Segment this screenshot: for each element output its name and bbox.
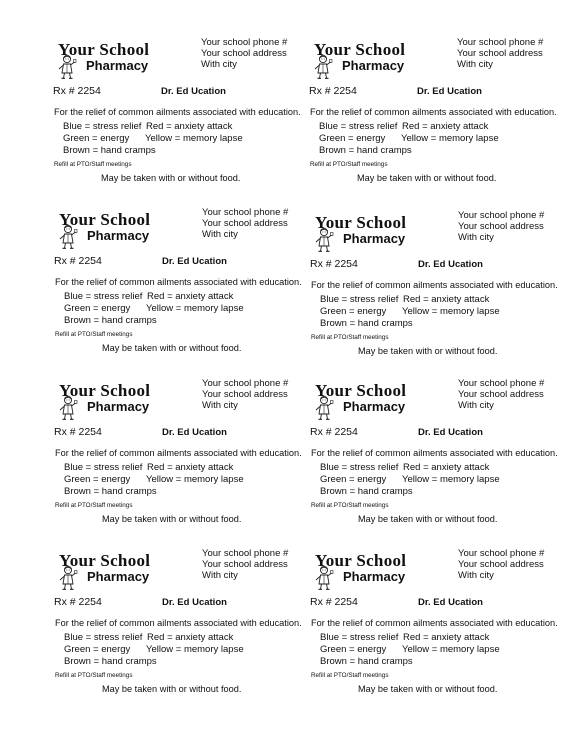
refill-note: Refill at PTO/Staff meetings <box>55 672 133 679</box>
rx-number: Rx # 2254 <box>54 596 102 608</box>
school-address: Your school address <box>202 389 288 400</box>
school-contact-block <box>458 548 544 581</box>
color-entry: Yellow = memory lapse <box>146 644 244 655</box>
refill-note: Refill at PTO/Staff meetings <box>310 161 388 168</box>
pharmacy-title: Pharmacy <box>343 399 406 414</box>
refill-note: Refill at PTO/Staff meetings <box>55 331 133 338</box>
color-row <box>319 121 489 133</box>
pharmacy-title: Pharmacy <box>86 58 149 73</box>
doctor-mascot-icon <box>56 54 78 80</box>
relief-description: For the relief of common ailments associated with education. <box>311 280 558 290</box>
pharmacy-title: Pharmacy <box>87 228 150 243</box>
color-row <box>320 306 500 318</box>
school-city: With city <box>202 400 238 411</box>
color-entry: Green = energy <box>320 644 387 655</box>
school-name: Your School <box>314 40 406 59</box>
relief-description: For the relief of common ailments associated with education. <box>55 618 302 628</box>
color-entry: Brown = hand cramps <box>63 145 156 156</box>
school-contact-block <box>458 378 544 411</box>
school-name: Your School <box>315 213 407 232</box>
school-contact-block <box>201 37 287 70</box>
rx-number: Rx # 2254 <box>54 426 102 438</box>
color-entry: Blue = stress relief <box>64 462 143 473</box>
color-row <box>64 486 157 498</box>
color-legend <box>64 462 244 498</box>
school-phone: Your school phone # <box>458 548 545 559</box>
doctor-mascot-icon <box>57 395 79 421</box>
color-entry: Red = anxiety attack <box>403 294 490 305</box>
color-row <box>64 303 244 315</box>
school-name: Your School <box>315 551 407 570</box>
school-city: With city <box>457 59 493 70</box>
doctor-name: Dr. Ed Ucation <box>418 427 483 438</box>
food-instruction: May be taken with or without food. <box>358 346 498 356</box>
doctor-name: Dr. Ed Ucation <box>162 256 227 267</box>
food-instruction: May be taken with or without food. <box>102 343 242 353</box>
color-row <box>63 121 233 133</box>
color-entry: Green = energy <box>319 133 386 144</box>
doctor-mascot-icon <box>57 565 79 591</box>
school-phone: Your school phone # <box>458 210 545 221</box>
color-row <box>64 291 234 303</box>
rx-number: Rx # 2254 <box>54 255 102 267</box>
doctor-name: Dr. Ed Ucation <box>162 597 227 608</box>
school-phone: Your school phone # <box>202 548 289 559</box>
school-name: Your School <box>315 381 407 400</box>
color-entry: Green = energy <box>320 474 387 485</box>
school-contact-block <box>202 378 288 411</box>
school-city: With city <box>202 229 238 240</box>
color-entry: Red = anxiety attack <box>147 632 234 643</box>
refill-note: Refill at PTO/Staff meetings <box>55 502 133 509</box>
relief-description: For the relief of common ailments associated with education. <box>311 448 558 458</box>
color-entry: Blue = stress relief <box>64 291 143 302</box>
color-row <box>64 632 234 644</box>
color-entry: Red = anxiety attack <box>403 462 490 473</box>
color-entry: Red = anxiety attack <box>147 462 234 473</box>
school-phone: Your school phone # <box>202 207 289 218</box>
color-entry: Brown = hand cramps <box>64 315 157 326</box>
doctor-name: Dr. Ed Ucation <box>161 86 226 97</box>
school-address: Your school address <box>202 218 288 229</box>
refill-note: Refill at PTO/Staff meetings <box>311 672 389 679</box>
relief-description: For the relief of common ailments associated with education. <box>54 107 301 117</box>
color-entry: Blue = stress relief <box>319 121 398 132</box>
color-row <box>319 145 412 157</box>
color-entry: Green = energy <box>64 303 131 314</box>
color-row <box>320 474 500 486</box>
school-city: With city <box>201 59 237 70</box>
food-instruction: May be taken with or without food. <box>101 173 241 183</box>
color-entry: Red = anxiety attack <box>403 632 490 643</box>
color-legend <box>64 291 244 327</box>
refill-note: Refill at PTO/Staff meetings <box>311 334 389 341</box>
school-address: Your school address <box>201 48 287 59</box>
pharmacy-title: Pharmacy <box>343 569 406 584</box>
relief-description: For the relief of common ailments associated with education. <box>311 618 558 628</box>
color-entry: Red = anxiety attack <box>147 291 234 302</box>
color-legend <box>320 462 500 498</box>
school-address: Your school address <box>458 389 544 400</box>
school-phone: Your school phone # <box>458 378 545 389</box>
color-entry: Green = energy <box>320 306 387 317</box>
color-entry: Brown = hand cramps <box>319 145 412 156</box>
school-address: Your school address <box>458 221 544 232</box>
pharmacy-label <box>309 37 568 200</box>
color-entry: Brown = hand cramps <box>320 486 413 497</box>
school-city: With city <box>458 232 494 243</box>
doctor-name: Dr. Ed Ucation <box>418 259 483 270</box>
pharmacy-label <box>53 37 312 200</box>
food-instruction: May be taken with or without food. <box>358 514 498 524</box>
color-entry: Green = energy <box>64 644 131 655</box>
color-entry: Yellow = memory lapse <box>146 303 244 314</box>
doctor-mascot-icon <box>313 227 335 253</box>
pharmacy-title: Pharmacy <box>343 231 406 246</box>
rx-number: Rx # 2254 <box>310 426 358 438</box>
school-address: Your school address <box>202 559 288 570</box>
color-row <box>63 133 243 145</box>
school-contact-block <box>202 207 288 240</box>
pharmacy-label <box>310 210 569 373</box>
doctor-mascot-icon <box>57 224 79 250</box>
pharmacy-title: Pharmacy <box>87 399 150 414</box>
color-entry: Brown = hand cramps <box>64 486 157 497</box>
rx-number: Rx # 2254 <box>309 85 357 97</box>
color-entry: Green = energy <box>64 474 131 485</box>
school-name: Your School <box>59 210 151 229</box>
school-name: Your School <box>59 551 151 570</box>
color-entry: Yellow = memory lapse <box>145 133 243 144</box>
school-contact-block <box>458 210 544 243</box>
school-name: Your School <box>59 381 151 400</box>
school-address: Your school address <box>457 48 543 59</box>
color-row <box>64 656 157 668</box>
relief-description: For the relief of common ailments associated with education. <box>55 448 302 458</box>
pharmacy-title: Pharmacy <box>342 58 405 73</box>
pharmacy-label <box>54 207 313 370</box>
color-row <box>64 644 244 656</box>
rx-number: Rx # 2254 <box>310 258 358 270</box>
color-legend <box>319 121 499 157</box>
color-entry: Yellow = memory lapse <box>401 133 499 144</box>
color-entry: Yellow = memory lapse <box>402 474 500 485</box>
food-instruction: May be taken with or without food. <box>358 684 498 694</box>
color-entry: Brown = hand cramps <box>320 318 413 329</box>
color-row <box>320 656 413 668</box>
pharmacy-label <box>310 378 569 541</box>
school-city: With city <box>458 400 494 411</box>
color-entry: Yellow = memory lapse <box>402 644 500 655</box>
color-entry: Red = anxiety attack <box>402 121 489 132</box>
school-city: With city <box>458 570 494 581</box>
refill-note: Refill at PTO/Staff meetings <box>54 161 132 168</box>
food-instruction: May be taken with or without food. <box>357 173 497 183</box>
color-entry: Blue = stress relief <box>320 462 399 473</box>
color-row <box>64 315 157 327</box>
color-row <box>320 644 500 656</box>
doctor-name: Dr. Ed Ucation <box>162 427 227 438</box>
color-row <box>64 474 244 486</box>
rx-number: Rx # 2254 <box>53 85 101 97</box>
doctor-mascot-icon <box>312 54 334 80</box>
color-row <box>320 462 490 474</box>
refill-note: Refill at PTO/Staff meetings <box>311 502 389 509</box>
color-entry: Blue = stress relief <box>320 294 399 305</box>
color-row <box>63 145 156 157</box>
color-legend <box>63 121 243 157</box>
color-entry: Blue = stress relief <box>63 121 142 132</box>
school-contact-block <box>457 37 543 70</box>
pharmacy-label <box>310 548 569 711</box>
pharmacy-label <box>54 548 313 711</box>
color-entry: Brown = hand cramps <box>320 656 413 667</box>
color-row <box>320 632 490 644</box>
color-row <box>320 486 413 498</box>
color-entry: Blue = stress relief <box>320 632 399 643</box>
color-entry: Blue = stress relief <box>64 632 143 643</box>
relief-description: For the relief of common ailments associated with education. <box>55 277 302 287</box>
doctor-name: Dr. Ed Ucation <box>417 86 482 97</box>
relief-description: For the relief of common ailments associated with education. <box>310 107 557 117</box>
color-entry: Yellow = memory lapse <box>402 306 500 317</box>
school-phone: Your school phone # <box>457 37 544 48</box>
color-entry: Yellow = memory lapse <box>146 474 244 485</box>
color-legend <box>320 632 500 668</box>
doctor-mascot-icon <box>313 395 335 421</box>
doctor-name: Dr. Ed Ucation <box>418 597 483 608</box>
school-name: Your School <box>58 40 150 59</box>
food-instruction: May be taken with or without food. <box>102 684 242 694</box>
color-legend <box>64 632 244 668</box>
color-row <box>320 318 413 330</box>
color-entry: Red = anxiety attack <box>146 121 233 132</box>
doctor-mascot-icon <box>313 565 335 591</box>
school-address: Your school address <box>458 559 544 570</box>
rx-number: Rx # 2254 <box>310 596 358 608</box>
pharmacy-label <box>54 378 313 541</box>
color-entry: Green = energy <box>63 133 130 144</box>
color-row <box>320 294 490 306</box>
color-legend <box>320 294 500 330</box>
school-phone: Your school phone # <box>201 37 288 48</box>
school-phone: Your school phone # <box>202 378 289 389</box>
school-city: With city <box>202 570 238 581</box>
food-instruction: May be taken with or without food. <box>102 514 242 524</box>
color-entry: Brown = hand cramps <box>64 656 157 667</box>
color-row <box>319 133 499 145</box>
school-contact-block <box>202 548 288 581</box>
pharmacy-title: Pharmacy <box>87 569 150 584</box>
color-row <box>64 462 234 474</box>
